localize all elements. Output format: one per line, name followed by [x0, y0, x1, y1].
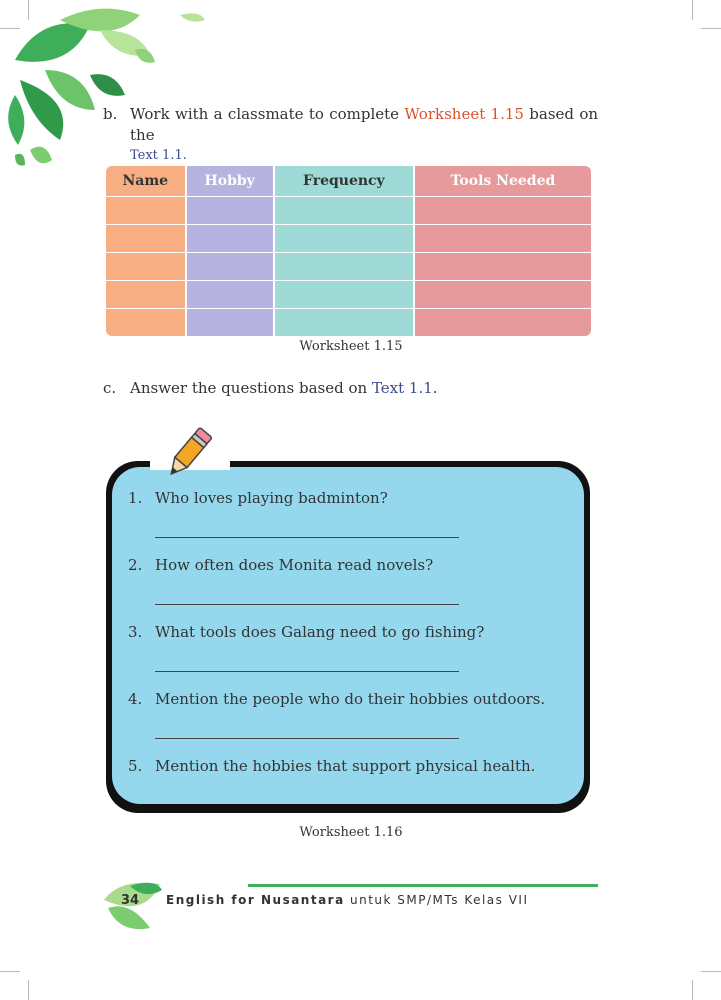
question-list: [128, 489, 568, 824]
book-title: [166, 893, 529, 907]
header-name: Name: [106, 166, 185, 196]
question-text: Mention the hobbies that support physical health.: [155, 757, 536, 775]
table-cell[interactable]: [275, 252, 413, 280]
table-cell[interactable]: [187, 280, 273, 308]
table-cell[interactable]: [415, 280, 591, 308]
question-number: 4.: [128, 690, 143, 708]
worksheet-table: [104, 166, 593, 336]
list-item: [128, 623, 568, 690]
answer-line[interactable]: [155, 604, 459, 605]
table-cell[interactable]: [106, 252, 185, 280]
instruction-text: Work with a classmate to complete: [130, 105, 405, 123]
instruction-text: .: [432, 379, 438, 397]
table-cell[interactable]: [275, 308, 413, 336]
table-cell[interactable]: [415, 308, 591, 336]
table-cell[interactable]: [275, 280, 413, 308]
instruction-b: [103, 104, 598, 166]
book-title-bold: English for Nusantara: [166, 893, 345, 907]
text-reference: Text 1.1.: [130, 148, 187, 163]
crop-mark: [701, 971, 721, 972]
question-text: How often does Monita read novels?: [155, 556, 434, 574]
table-cell[interactable]: [187, 308, 273, 336]
list-item: [128, 489, 568, 556]
table-cell[interactable]: [187, 224, 273, 252]
list-marker: c.: [103, 379, 117, 397]
header-hobby: Hobby: [187, 166, 273, 196]
crop-mark: [28, 980, 29, 1000]
crop-mark: [692, 980, 693, 1000]
table-header-row: [106, 166, 591, 196]
question-number: 3.: [128, 623, 143, 641]
worksheet-caption: Worksheet 1.16: [299, 825, 403, 840]
text-reference: Text 1.1: [371, 379, 433, 397]
crop-mark: [692, 0, 693, 20]
table-cell[interactable]: [187, 196, 273, 224]
instruction-c: [103, 378, 438, 399]
header-frequency: Frequency: [275, 166, 413, 196]
page-number: 34: [121, 893, 140, 908]
table-row: [106, 224, 591, 252]
table-row: [106, 196, 591, 224]
list-item: [128, 556, 568, 623]
table-row: [106, 252, 591, 280]
answer-line[interactable]: [155, 738, 459, 739]
table-cell[interactable]: [106, 196, 185, 224]
question-text: Who loves playing badminton?: [155, 489, 388, 507]
table-cell[interactable]: [106, 224, 185, 252]
footer-divider: [248, 884, 598, 887]
instruction-b-text: [130, 104, 598, 146]
table-row: [106, 308, 591, 336]
question-number: 2.: [128, 556, 143, 574]
worksheet-reference: Worksheet 1.15: [404, 105, 524, 123]
table-cell[interactable]: [106, 280, 185, 308]
list-item: [128, 690, 568, 757]
table-cell[interactable]: [275, 196, 413, 224]
table-cell[interactable]: [106, 308, 185, 336]
instruction-c-text: [130, 378, 438, 399]
instruction-text: based on the: [130, 105, 599, 144]
list-item: [128, 757, 568, 824]
table-cell[interactable]: [415, 224, 591, 252]
answer-line[interactable]: [155, 671, 459, 672]
crop-mark: [701, 28, 721, 29]
question-number: 5.: [128, 757, 143, 775]
list-marker: b.: [103, 105, 118, 123]
worksheet-caption: Worksheet 1.15: [299, 339, 403, 354]
table-cell[interactable]: [415, 252, 591, 280]
table-cell[interactable]: [275, 224, 413, 252]
table-row: [106, 280, 591, 308]
crop-mark: [0, 971, 20, 972]
question-text: What tools does Galang need to go fishing?: [155, 623, 485, 641]
table-cell[interactable]: [187, 252, 273, 280]
table-cell[interactable]: [415, 196, 591, 224]
answer-line[interactable]: [155, 537, 459, 538]
book-subtitle: untuk SMP/MTs Kelas VII: [344, 893, 529, 907]
question-number: 1.: [128, 489, 143, 507]
question-text: Mention the people who do their hobbies outdoors.: [155, 690, 546, 708]
header-tools-needed: Tools Needed: [415, 166, 591, 196]
instruction-text: Answer the questions based on: [130, 379, 372, 397]
